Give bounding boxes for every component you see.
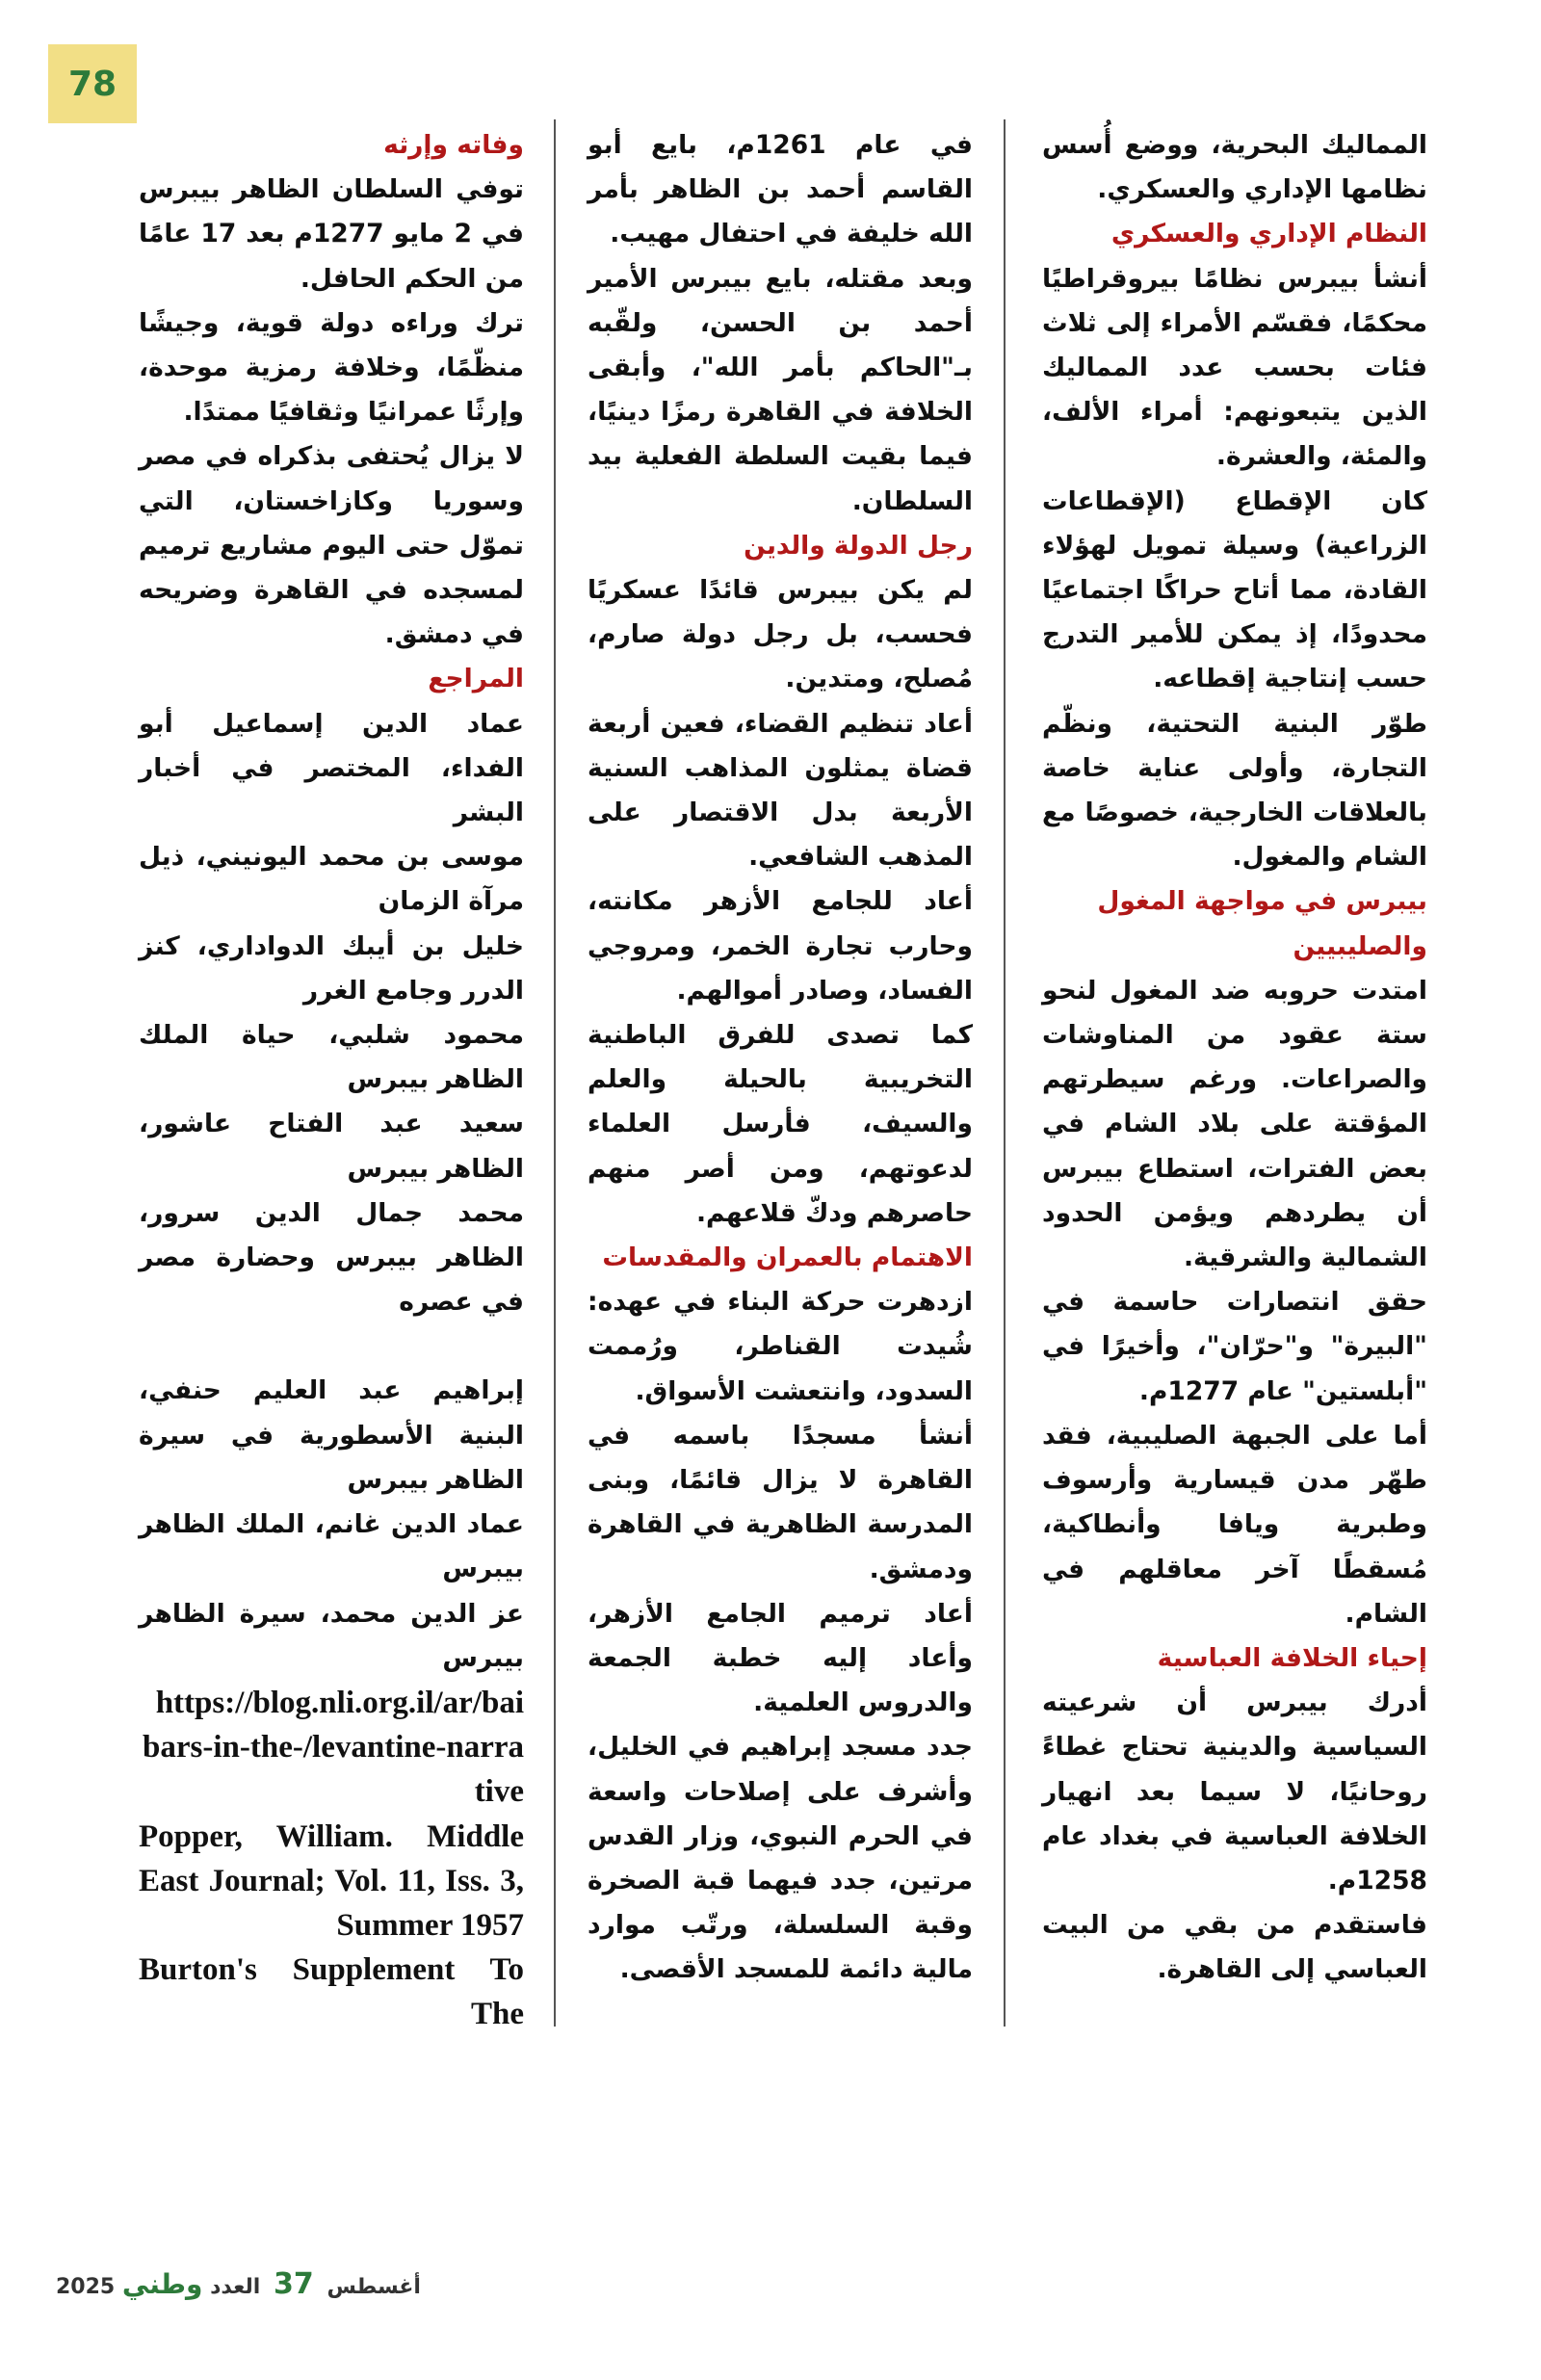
paragraph: إبراهيم عبد العليم حنفي، البنية الأسطورية في سيرة الظاهر بيبرس — [139, 1375, 524, 1495]
paragraph: محمد جمال الدين سرور، الظاهر بيبرس وحضارة مصر في عصره — [139, 1197, 524, 1318]
section-heading: المراجع — [428, 664, 524, 694]
footer-month: أغسطس — [326, 2275, 421, 2299]
section-heading: بيبرس في مواجهة المغول والصليبيين — [1097, 886, 1427, 961]
paragraph: لم يكن بيبرس قائدًا عسكريًا فحسب، بل رجل دولة صارم، مُصلح، ومتدين. — [588, 575, 973, 694]
paragraph: حقق انتصارات حاسمة في "البيرة" و"حرّان"، وأخيرًا في "أبلستين" عام 1277م. — [1042, 1287, 1427, 1406]
reference-url: https://blog.nli.org.il/ar/baibars-in-the-/levantine-narrative — [143, 1685, 524, 1810]
magazine-logo: وطني — [121, 2268, 203, 2300]
column-right — [1042, 123, 1427, 1993]
section-heading: رجل الدولة والدين — [744, 530, 973, 561]
paragraph: كما تصدى للفرق الباطنية التخريبية بالحيلة والعلم والسيف، فأرسل العلماء لدعوتهم، ومن أصر منهم حاصرهم ودكّ قلاعهم. — [588, 1020, 973, 1228]
paragraph: سعيد عبد الفتاح عاشور، الظاهر بيبرس — [139, 1109, 524, 1184]
paragraph: موسى بن محمد اليونيني، ذيل مرآة الزمان — [139, 842, 524, 917]
blank-line — [139, 1324, 524, 1369]
paragraph: أعاد للجامع الأزهر مكانته، وحارب تجارة الخمر، ومروجي الفساد، وصادر أموالهم. — [588, 886, 973, 1006]
paragraph: لا يزال يُحتفى بذكراه في مصر وسوريا وكازاخستان، التي تموّل حتى اليوم مشاريع ترميم لمسجده في القاهرة وضريحه في دمشق. — [139, 441, 524, 650]
paragraph: أما على الجبهة الصليبية، فقد طهّر مدن قيسارية وأرسوف وطبرية ويافا وأنطاكية، مُسقطًا آخر معاقلهم في الشام. — [1042, 1420, 1427, 1629]
paragraph: أنشأ مسجدًا باسمه في القاهرة لا يزال قائمًا، وبنى المدرسة الظاهرية في القاهرة ودمشق. — [588, 1420, 973, 1584]
reference-latin: Burton's Supplement To The — [139, 1952, 524, 2032]
paragraph: عز الدين محمد، سيرة الظاهر بيبرس — [139, 1598, 524, 1673]
column-divider — [554, 119, 556, 2027]
paragraph: كان الإقطاع (الإقطاعات الزراعية) وسيلة تمويل لهؤلاء القادة، مما أتاح حراكًا اجتماعيًا محدودًا، إذ يمكن للأمير التدرج حسب إنتاجية إقطاعه. — [1042, 485, 1427, 694]
paragraph: وبعد مقتله، بايع بيبرس الأمير أحمد بن الحسن، ولقّبه بـ"الحاكم بأمر الله"، وأبقى الخلافة في القاهرة رمزًا دينيًا، فيما بقيت السلطة الفعلية بيد السلطان. — [588, 263, 973, 516]
column-divider — [1004, 119, 1006, 2027]
paragraph: أعاد ترميم الجامع الأزهر، وأعاد إليه خطبة الجمعة والدروس العلمية. — [588, 1598, 973, 1718]
column-middle — [588, 123, 973, 1993]
paragraph: المماليك البحرية، ووضع أُسس نظامها الإداري والعسكري. — [1042, 130, 1427, 205]
paragraph: عماد الدين إسماعيل أبو الفداء، المختصر في أخبار البشر — [139, 708, 524, 828]
section-heading: إحياء الخلافة العباسية — [1157, 1642, 1427, 1673]
footer-year: 2025 — [56, 2275, 116, 2299]
footer-issue-label: العدد — [210, 2275, 261, 2299]
paragraph: امتدت حروبه ضد المغول لنحو ستة عقود من المناوشات والصراعات. ورغم سيطرتهم المؤقتة على بلاد الشام في بعض الفترات، استطاع بيبرس أن يطردهم ويؤمن الحدود الشمالية والشرقية. — [1042, 975, 1427, 1273]
reference-latin: Popper, William. Middle East Journal; Vol. 11, Iss. 3, Summer 1957 — [139, 1818, 524, 1943]
footer — [56, 2267, 421, 2301]
paragraph: توفي السلطان الظاهر بيبرس في 2 مايو 1277م بعد 17 عامًا من الحكم الحافل. — [139, 174, 525, 294]
paragraph: عماد الدين غانم، الملك الظاهر بيبرس — [139, 1509, 524, 1584]
paragraph: فاستقدم من بقي من البيت العباسي إلى القاهرة. — [1042, 1910, 1427, 1985]
paragraph: أعاد تنظيم القضاء، فعين أربعة قضاة يمثلون المذاهب السنية الأربعة بدل الاقتصار على المذهب الشافعي. — [588, 708, 973, 873]
column-left — [139, 123, 524, 2037]
paragraph: طوّر البنية التحتية، ونظّم التجارة، وأولى عناية خاصة بالعلاقات الخارجية، خصوصًا مع الشام والمغول. — [1042, 708, 1427, 873]
paragraph: محمود شلبي، حياة الملك الظاهر بيبرس — [139, 1020, 524, 1095]
section-heading: وفاته وإرثه — [383, 130, 524, 160]
paragraph: ازدهرت حركة البناء في عهده: شُيدت القناطر، ورُممت السدود، وانتعشت الأسواق. — [588, 1287, 973, 1406]
paragraph: أدرك بيبرس أن شرعيته السياسية والدينية تحتاج غطاءً روحانيًا، لا سيما بعد انهيار الخلافة العباسية في بغداد عام 1258م. — [1042, 1687, 1427, 1896]
paragraph: جدد مسجد إبراهيم في الخليل، وأشرف على إصلاحات واسعة في الحرم النبوي، وزار القدس مرتين، جدد فيهما قبة الصخرة وقبة السلسلة، ورتّب موارد مالية دائمة للمسجد الأقصى. — [588, 1732, 973, 1985]
paragraph: في عام 1261م، بايع أبو القاسم أحمد بن الظاهر بأمر الله خليفة في احتفال مهيب. — [588, 130, 973, 249]
page-number: 78 — [48, 44, 137, 123]
paragraph: خليل بن أيبك الدواداري، كنز الدرر وجامع الغرر — [139, 930, 524, 1006]
paragraph: ترك وراءه دولة قوية، وجيشًا منظّمًا، وخلافة رمزية موحدة، وإرثًا عمرانيًا وثقافيًا ممتدًا. — [139, 307, 524, 428]
section-heading: الاهتمام بالعمران والمقدسات — [602, 1242, 973, 1273]
paragraph: أنشأ بيبرس نظامًا بيروقراطيًا محكمًا، فقسّم الأمراء إلى ثلاث فئات بحسب عدد المماليك الذين يتبعونهم: أمراء الألف، والمئة، والعشرة. — [1042, 263, 1427, 472]
section-heading: النظام الإداري والعسكري — [1110, 219, 1427, 249]
footer-issue-number: 37 — [274, 2267, 314, 2301]
